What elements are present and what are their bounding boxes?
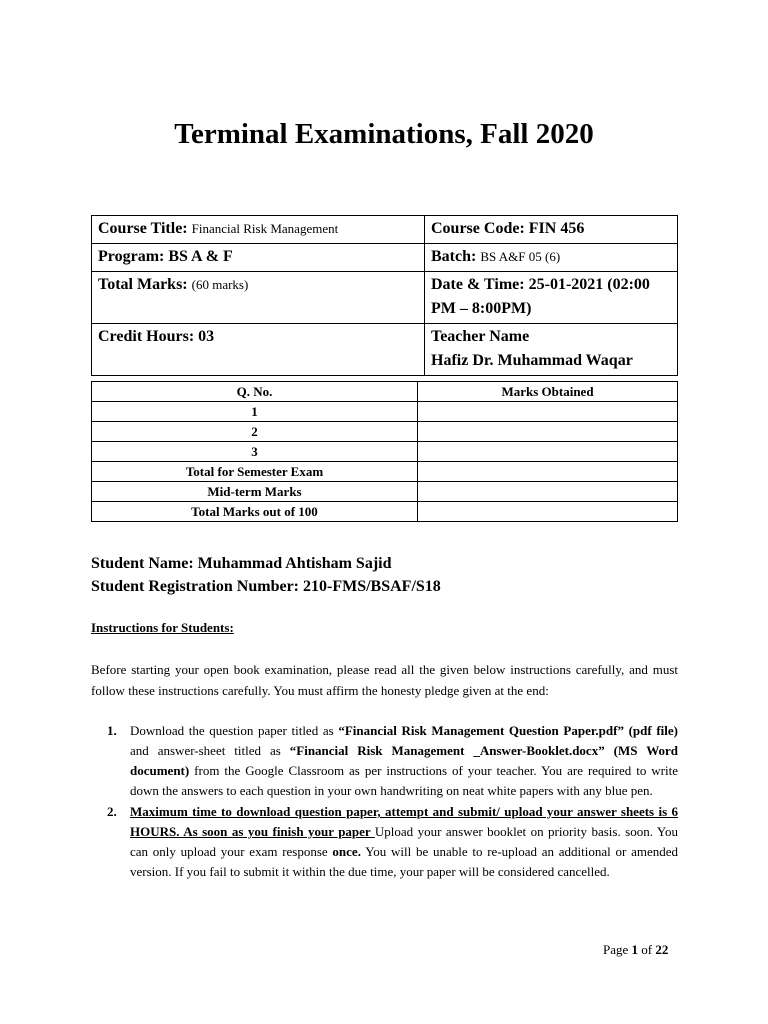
date-time: Date & Time: 25-01-2021 (02:00 PM – 8:00PM) — [431, 276, 650, 317]
table-row — [92, 502, 678, 522]
student-registration: Student Registration Number: 210-FMS/BSAF/S18 — [91, 578, 441, 595]
marks-obtained-cell — [418, 422, 678, 442]
table-row — [92, 216, 678, 244]
instruction-text: Upload your answer booklet on priority basis. soon. You can only upload your exam response — [130, 824, 678, 859]
student-info — [91, 552, 691, 598]
batch-cell — [425, 244, 678, 272]
column-header: Marks Obtained — [418, 382, 678, 402]
course-title-cell — [92, 216, 425, 244]
instruction-text: from the Google Classroom as per instructions of your teacher. You are required to write down the answers to each question in your own handwriting on neat white papers with any blue pen. — [130, 763, 678, 798]
midterm-marks-cell: Mid-term Marks — [92, 482, 418, 502]
question-number-cell: 1 — [92, 402, 418, 422]
teacher-label: Teacher Name — [431, 328, 530, 345]
table-row — [92, 244, 678, 272]
instruction-text: You will be unable to re-upload an additional or amended version. If you fail to submit it within the due time, your paper will be considered cancelled. — [130, 844, 678, 879]
table-row — [92, 482, 678, 502]
course-code-cell — [425, 216, 678, 244]
table-row — [92, 324, 678, 376]
page-title: Terminal Examinations, Fall 2020 — [174, 118, 594, 150]
instruction-text: and answer-sheet titled as — [130, 743, 290, 758]
table-row — [92, 402, 678, 422]
once-emphasis: once. — [332, 844, 361, 859]
total-marks-cell — [92, 272, 425, 324]
marks-table — [91, 381, 678, 522]
list-item-number: 2. — [107, 804, 117, 819]
page-footer — [603, 942, 668, 958]
total-semester-cell: Total for Semester Exam — [92, 462, 418, 482]
marks-obtained-cell — [418, 442, 678, 462]
list-item — [91, 721, 678, 801]
marks-obtained-cell — [418, 502, 678, 522]
page-total: 22 — [655, 942, 669, 957]
teacher-cell — [425, 324, 678, 376]
page-label: Page — [603, 942, 632, 957]
table-row — [92, 442, 678, 462]
marks-obtained-cell — [418, 402, 678, 422]
list-item-number: 1. — [107, 723, 117, 738]
total-marks-100-cell: Total Marks out of 100 — [92, 502, 418, 522]
course-code: Course Code: FIN 456 — [431, 220, 585, 237]
program: Program: BS A & F — [98, 248, 233, 265]
table-row — [92, 462, 678, 482]
batch-label: Batch: — [431, 248, 477, 265]
batch-value: BS A&F 05 (6) — [480, 249, 561, 264]
time-limit-text: Maximum time to download question paper, attempt and submit/ upload your answer sheets is 6 HOURS. As soon as you finish your paper — [130, 804, 678, 839]
marks-obtained-cell — [418, 482, 678, 502]
course-info-table — [91, 215, 678, 376]
table-row — [92, 272, 678, 324]
table-row — [92, 422, 678, 442]
instructions-intro: Before starting your open book examination, please read all the given below instructions carefully, and must follow these instructions carefully. You must affirm the honesty pledge given at the end: — [91, 662, 678, 698]
student-name: Student Name: Muhammad Ahtisham Sajid — [91, 555, 392, 572]
answer-booklet-filename: “Financial Risk Management _Answer-Booklet.docx” (MS Word document) — [130, 743, 678, 778]
course-title-value: Financial Risk Management — [191, 221, 339, 236]
total-marks-value: (60 marks) — [191, 277, 249, 292]
credit-hours-cell — [92, 324, 425, 376]
program-cell — [92, 244, 425, 272]
question-number-cell: 2 — [92, 422, 418, 442]
course-title-label: Course Title: — [98, 220, 188, 237]
total-marks-label: Total Marks: — [98, 276, 188, 293]
list-item — [91, 802, 678, 882]
table-header-row — [92, 382, 678, 402]
of-label: of — [638, 942, 656, 957]
question-paper-filename: “Financial Risk Management Question Paper.pdf” (pdf file) — [338, 723, 678, 738]
page-number: 1 — [631, 942, 639, 957]
instructions-heading: Instructions for Students: — [91, 620, 234, 635]
marks-obtained-cell — [418, 462, 678, 482]
instructions-list — [91, 721, 678, 883]
question-number-cell: 3 — [92, 442, 418, 462]
teacher-name: Hafiz Dr. Muhammad Waqar — [431, 352, 633, 369]
instruction-text: Download the question paper titled as — [130, 723, 339, 738]
column-header: Q. No. — [92, 382, 418, 402]
credit-hours: Credit Hours: 03 — [98, 328, 215, 345]
date-time-cell — [425, 272, 678, 324]
